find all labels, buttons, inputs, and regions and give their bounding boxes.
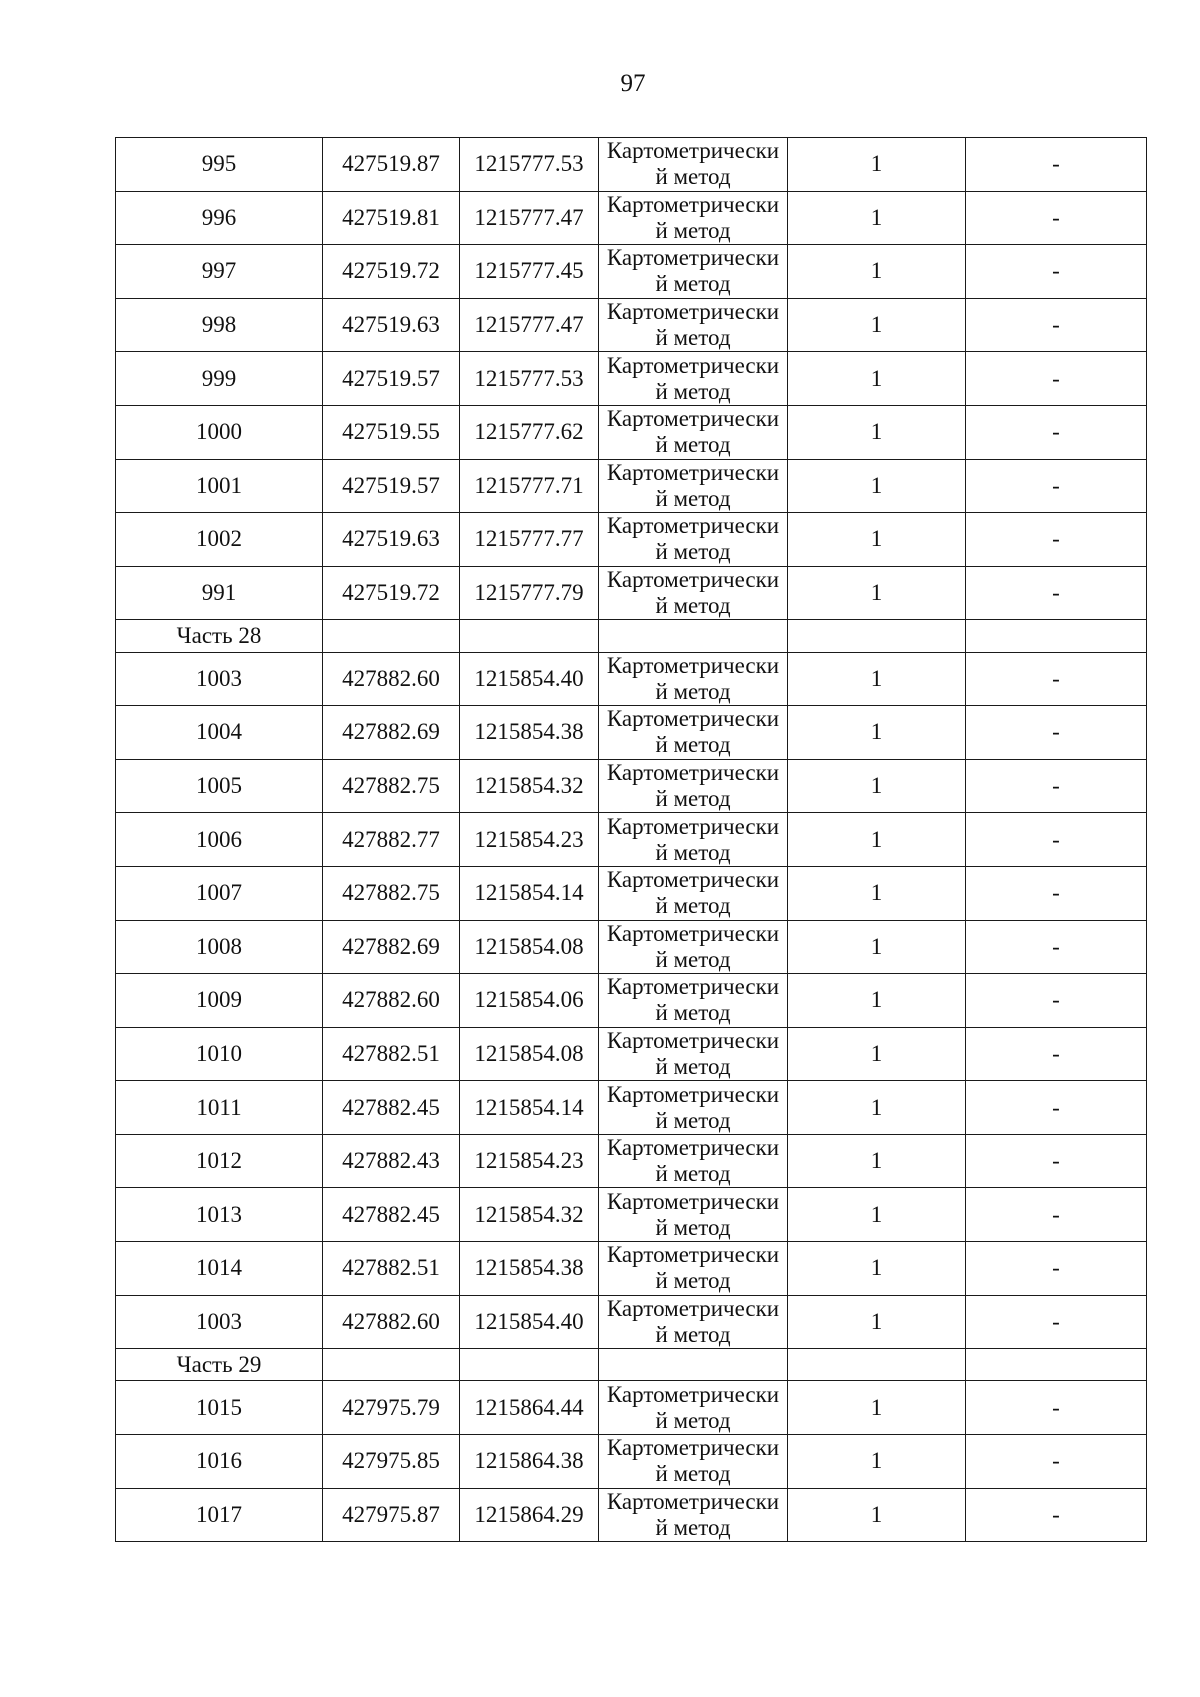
method-text-line2: й метод — [655, 1107, 731, 1133]
method-text-line1: Картометрически — [606, 1435, 780, 1461]
accuracy-cell: 1 — [788, 459, 966, 513]
method-text-line2: й метод — [655, 1161, 731, 1187]
x-coordinate-cell: 427882.51 — [323, 1027, 460, 1081]
point-number-cell: 1012 — [116, 1134, 323, 1188]
y-coordinate-cell: 1215854.40 — [460, 1295, 599, 1349]
method-text-line1: Картометрически — [606, 760, 780, 786]
method-text-line1: Картометрически — [606, 1295, 780, 1321]
method-cell — [599, 352, 788, 406]
accuracy-cell: 1 — [788, 974, 966, 1028]
x-coordinate-cell: 427975.79 — [323, 1381, 460, 1435]
accuracy-cell: 1 — [788, 866, 966, 920]
note-cell: - — [966, 352, 1147, 406]
accuracy-cell: 1 — [788, 652, 966, 706]
note-cell: - — [966, 866, 1147, 920]
x-coordinate-cell: 427519.63 — [323, 298, 460, 352]
point-number-cell: 1016 — [116, 1435, 323, 1489]
y-coordinate-cell: 1215854.38 — [460, 1242, 599, 1296]
method-cell — [599, 298, 788, 352]
note-cell: - — [966, 1027, 1147, 1081]
note-cell: - — [966, 813, 1147, 867]
point-number-cell: 1003 — [116, 1295, 323, 1349]
y-coordinate-cell: 1215777.47 — [460, 191, 599, 245]
table-row — [116, 298, 1147, 352]
empty-cell — [323, 1349, 460, 1381]
y-coordinate-cell: 1215854.38 — [460, 706, 599, 760]
table-row — [116, 866, 1147, 920]
table-body — [116, 138, 1147, 1542]
accuracy-cell: 1 — [788, 1081, 966, 1135]
method-text-line2: й метод — [655, 1514, 731, 1540]
point-number-cell: 998 — [116, 298, 323, 352]
accuracy-cell: 1 — [788, 191, 966, 245]
page-number: 97 — [620, 70, 646, 97]
point-number-cell: 1010 — [116, 1027, 323, 1081]
method-text-line1: Картометрически — [606, 513, 780, 539]
empty-cell — [323, 620, 460, 652]
y-coordinate-cell: 1215777.62 — [460, 405, 599, 459]
note-cell: - — [966, 652, 1147, 706]
method-text-line2: й метод — [655, 1461, 731, 1487]
note-cell: - — [966, 459, 1147, 513]
method-cell — [599, 866, 788, 920]
method-cell — [599, 138, 788, 192]
point-number-cell: 996 — [116, 191, 323, 245]
empty-cell — [966, 1349, 1147, 1381]
method-text-line2: й метод — [655, 786, 731, 812]
method-text-line2: й метод — [655, 1053, 731, 1079]
y-coordinate-cell: 1215854.08 — [460, 1027, 599, 1081]
y-coordinate-cell: 1215777.53 — [460, 138, 599, 192]
method-cell — [599, 1435, 788, 1489]
point-number-cell: 1007 — [116, 866, 323, 920]
coordinates-table — [115, 137, 1147, 1542]
method-text-line1: Картометрически — [606, 867, 780, 893]
method-cell — [599, 1295, 788, 1349]
x-coordinate-cell: 427882.75 — [323, 759, 460, 813]
part-label-cell: Часть 28 — [116, 620, 323, 652]
method-cell — [599, 566, 788, 620]
point-number-cell: 999 — [116, 352, 323, 406]
point-number-cell: 997 — [116, 245, 323, 299]
point-number-cell: 1000 — [116, 405, 323, 459]
method-text-line1: Картометрически — [606, 567, 780, 593]
method-cell — [599, 513, 788, 567]
method-cell — [599, 1381, 788, 1435]
accuracy-cell: 1 — [788, 405, 966, 459]
note-cell: - — [966, 920, 1147, 974]
y-coordinate-cell: 1215864.44 — [460, 1381, 599, 1435]
note-cell: - — [966, 1081, 1147, 1135]
x-coordinate-cell: 427519.72 — [323, 245, 460, 299]
accuracy-cell: 1 — [788, 920, 966, 974]
method-text-line2: й метод — [655, 893, 731, 919]
y-coordinate-cell: 1215777.71 — [460, 459, 599, 513]
note-cell: - — [966, 974, 1147, 1028]
method-text-line1: Картометрически — [606, 138, 780, 164]
table-row — [116, 759, 1147, 813]
accuracy-cell: 1 — [788, 1488, 966, 1542]
method-text-line1: Картометрически — [606, 245, 780, 271]
accuracy-cell: 1 — [788, 566, 966, 620]
x-coordinate-cell: 427519.57 — [323, 352, 460, 406]
table-row — [116, 1134, 1147, 1188]
y-coordinate-cell: 1215854.23 — [460, 813, 599, 867]
empty-cell — [788, 1349, 966, 1381]
table-row — [116, 138, 1147, 192]
x-coordinate-cell: 427882.60 — [323, 974, 460, 1028]
method-text-line2: й метод — [655, 732, 731, 758]
accuracy-cell: 1 — [788, 1381, 966, 1435]
note-cell: - — [966, 245, 1147, 299]
method-text-line1: Картометрически — [606, 1188, 780, 1214]
table-row — [116, 191, 1147, 245]
method-text-line1: Картометрически — [606, 974, 780, 1000]
method-text-line2: й метод — [655, 217, 731, 243]
y-coordinate-cell: 1215777.47 — [460, 298, 599, 352]
method-cell — [599, 1027, 788, 1081]
table-row — [116, 1242, 1147, 1296]
note-cell: - — [966, 138, 1147, 192]
y-coordinate-cell: 1215854.32 — [460, 1188, 599, 1242]
y-coordinate-cell: 1215777.45 — [460, 245, 599, 299]
method-text-line2: й метод — [655, 839, 731, 865]
method-cell — [599, 459, 788, 513]
accuracy-cell: 1 — [788, 1295, 966, 1349]
method-text-line1: Картометрически — [606, 459, 780, 485]
accuracy-cell: 1 — [788, 1027, 966, 1081]
y-coordinate-cell: 1215777.79 — [460, 566, 599, 620]
method-cell — [599, 1081, 788, 1135]
accuracy-cell: 1 — [788, 245, 966, 299]
x-coordinate-cell: 427882.45 — [323, 1081, 460, 1135]
method-text-line1: Картометрически — [606, 191, 780, 217]
y-coordinate-cell: 1215777.53 — [460, 352, 599, 406]
note-cell: - — [966, 298, 1147, 352]
note-cell: - — [966, 566, 1147, 620]
table-row — [116, 352, 1147, 406]
note-cell: - — [966, 1435, 1147, 1489]
table-row — [116, 1081, 1147, 1135]
method-text-line2: й метод — [655, 678, 731, 704]
y-coordinate-cell: 1215854.32 — [460, 759, 599, 813]
method-text-line2: й метод — [655, 1000, 731, 1026]
note-cell: - — [966, 1381, 1147, 1435]
point-number-cell: 1014 — [116, 1242, 323, 1296]
x-coordinate-cell: 427882.60 — [323, 1295, 460, 1349]
table-row — [116, 706, 1147, 760]
table-row — [116, 652, 1147, 706]
x-coordinate-cell: 427882.69 — [323, 706, 460, 760]
empty-cell — [599, 620, 788, 652]
method-cell — [599, 405, 788, 459]
empty-cell — [966, 620, 1147, 652]
part-header-row — [116, 620, 1147, 652]
table-row — [116, 459, 1147, 513]
method-text-line2: й метод — [655, 325, 731, 351]
accuracy-cell: 1 — [788, 1435, 966, 1489]
note-cell: - — [966, 706, 1147, 760]
x-coordinate-cell: 427882.69 — [323, 920, 460, 974]
y-coordinate-cell: 1215854.14 — [460, 1081, 599, 1135]
method-text-line1: Картометрически — [606, 920, 780, 946]
y-coordinate-cell: 1215864.29 — [460, 1488, 599, 1542]
x-coordinate-cell: 427882.75 — [323, 866, 460, 920]
method-text-line1: Картометрически — [606, 299, 780, 325]
note-cell: - — [966, 513, 1147, 567]
method-text-line2: й метод — [655, 539, 731, 565]
x-coordinate-cell: 427519.57 — [323, 459, 460, 513]
part-label-cell: Часть 29 — [116, 1349, 323, 1381]
method-text-line2: й метод — [655, 485, 731, 511]
empty-cell — [788, 620, 966, 652]
note-cell: - — [966, 759, 1147, 813]
x-coordinate-cell: 427882.60 — [323, 652, 460, 706]
x-coordinate-cell: 427519.55 — [323, 405, 460, 459]
x-coordinate-cell: 427882.51 — [323, 1242, 460, 1296]
point-number-cell: 1006 — [116, 813, 323, 867]
x-coordinate-cell: 427975.85 — [323, 1435, 460, 1489]
method-cell — [599, 813, 788, 867]
method-cell — [599, 706, 788, 760]
accuracy-cell: 1 — [788, 298, 966, 352]
method-cell — [599, 1188, 788, 1242]
point-number-cell: 1008 — [116, 920, 323, 974]
method-text-line2: й метод — [655, 1268, 731, 1294]
table-row — [116, 1435, 1147, 1489]
method-text-line2: й метод — [655, 164, 731, 190]
method-text-line1: Картометрически — [606, 352, 780, 378]
y-coordinate-cell: 1215854.23 — [460, 1134, 599, 1188]
method-text-line1: Картометрически — [606, 1381, 780, 1407]
point-number-cell: 995 — [116, 138, 323, 192]
empty-cell — [460, 1349, 599, 1381]
method-cell — [599, 759, 788, 813]
method-text-line1: Картометрически — [606, 406, 780, 432]
accuracy-cell: 1 — [788, 138, 966, 192]
y-coordinate-cell: 1215854.08 — [460, 920, 599, 974]
note-cell: - — [966, 1488, 1147, 1542]
point-number-cell: 1017 — [116, 1488, 323, 1542]
method-text-line1: Картометрически — [606, 1242, 780, 1268]
method-text-line1: Картометрически — [606, 813, 780, 839]
method-cell — [599, 191, 788, 245]
x-coordinate-cell: 427519.87 — [323, 138, 460, 192]
method-text-line2: й метод — [655, 1407, 731, 1433]
point-number-cell: 1003 — [116, 652, 323, 706]
accuracy-cell: 1 — [788, 513, 966, 567]
method-cell — [599, 974, 788, 1028]
method-text-line2: й метод — [655, 271, 731, 297]
empty-cell — [460, 620, 599, 652]
accuracy-cell: 1 — [788, 813, 966, 867]
table-row — [116, 1027, 1147, 1081]
part-header-row — [116, 1349, 1147, 1381]
x-coordinate-cell: 427519.81 — [323, 191, 460, 245]
method-text-line2: й метод — [655, 1214, 731, 1240]
y-coordinate-cell: 1215854.14 — [460, 866, 599, 920]
method-text-line2: й метод — [655, 378, 731, 404]
accuracy-cell: 1 — [788, 352, 966, 406]
y-coordinate-cell: 1215777.77 — [460, 513, 599, 567]
accuracy-cell: 1 — [788, 706, 966, 760]
table-row — [116, 245, 1147, 299]
table-row — [116, 974, 1147, 1028]
method-cell — [599, 245, 788, 299]
method-text-line2: й метод — [655, 946, 731, 972]
x-coordinate-cell: 427882.45 — [323, 1188, 460, 1242]
y-coordinate-cell: 1215864.38 — [460, 1435, 599, 1489]
x-coordinate-cell: 427519.72 — [323, 566, 460, 620]
accuracy-cell: 1 — [788, 1134, 966, 1188]
note-cell: - — [966, 1188, 1147, 1242]
empty-cell — [599, 1349, 788, 1381]
accuracy-cell: 1 — [788, 759, 966, 813]
y-coordinate-cell: 1215854.40 — [460, 652, 599, 706]
method-cell — [599, 652, 788, 706]
table-row — [116, 405, 1147, 459]
y-coordinate-cell: 1215854.06 — [460, 974, 599, 1028]
table-row — [116, 1488, 1147, 1542]
table-row — [116, 920, 1147, 974]
table-row — [116, 1381, 1147, 1435]
method-text-line1: Картометрически — [606, 706, 780, 732]
accuracy-cell: 1 — [788, 1188, 966, 1242]
table-row — [116, 566, 1147, 620]
note-cell: - — [966, 191, 1147, 245]
point-number-cell: 1002 — [116, 513, 323, 567]
x-coordinate-cell: 427519.63 — [323, 513, 460, 567]
table-row — [116, 513, 1147, 567]
point-number-cell: 1015 — [116, 1381, 323, 1435]
point-number-cell: 1005 — [116, 759, 323, 813]
method-text-line1: Картометрически — [606, 652, 780, 678]
point-number-cell: 1011 — [116, 1081, 323, 1135]
note-cell: - — [966, 1242, 1147, 1296]
point-number-cell: 1013 — [116, 1188, 323, 1242]
point-number-cell: 1009 — [116, 974, 323, 1028]
point-number-cell: 1004 — [116, 706, 323, 760]
method-cell — [599, 1134, 788, 1188]
method-text-line1: Картометрически — [606, 1081, 780, 1107]
point-number-cell: 1001 — [116, 459, 323, 513]
method-cell — [599, 1488, 788, 1542]
accuracy-cell: 1 — [788, 1242, 966, 1296]
x-coordinate-cell: 427882.43 — [323, 1134, 460, 1188]
method-text-line2: й метод — [655, 1321, 731, 1347]
method-cell — [599, 920, 788, 974]
method-text-line1: Картометрически — [606, 1488, 780, 1514]
table-row — [116, 1295, 1147, 1349]
x-coordinate-cell: 427882.77 — [323, 813, 460, 867]
method-text-line1: Картометрически — [606, 1135, 780, 1161]
method-text-line2: й метод — [655, 432, 731, 458]
table-row — [116, 1188, 1147, 1242]
point-number-cell: 991 — [116, 566, 323, 620]
method-text-line2: й метод — [655, 593, 731, 619]
method-cell — [599, 1242, 788, 1296]
table-row — [116, 813, 1147, 867]
note-cell: - — [966, 1134, 1147, 1188]
note-cell: - — [966, 1295, 1147, 1349]
x-coordinate-cell: 427975.87 — [323, 1488, 460, 1542]
method-text-line1: Картометрически — [606, 1027, 780, 1053]
note-cell: - — [966, 405, 1147, 459]
